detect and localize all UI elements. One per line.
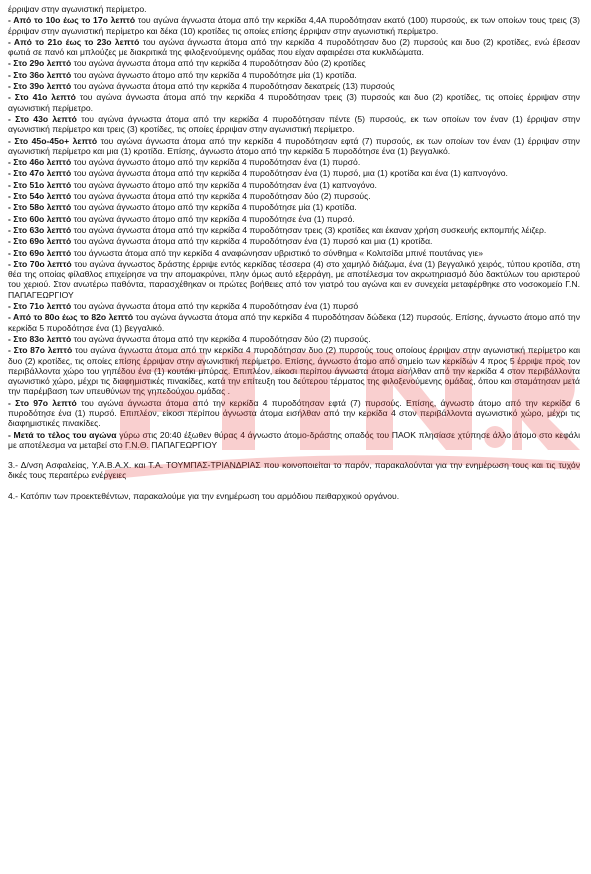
spacer <box>8 451 580 460</box>
paragraph-text: του αγώνα άγνωστα άτομα από την κερκίδα 4 πυροδότησαν δυο (2) πυρσούς τους οποίους έρριψαν στην αγωνιστική περίμετρο και δυο (2) κροτίδες, τις οποίες επίσης έρριψαν στην αγωνιστική περίμετρο. Επίσης, άγνωστο άτομο από σημείο των κερκίδων 4 προς 5 έρριψε προς τον περιβάλλοντα χώρο του γηπέδου ένα (1) κουτάκι μπύρας. Επιπλέον, είκοσι περίπου άγνωστα άτομα εισήλθαν από την κερκίδα 4 στον περιβάλλοντα αγωνιστικό χώρο, μέχρι τις διαφημιστικές πινακίδες, κατά την επίτευξη του δεύτερου τέρματος της φιλοξενούμενης ομάδας, όπου και σταμάτησαν μετά την παρέμβαση των υπευθύνων της γηπεδούχου ομάδας . <box>8 345 580 397</box>
paragraph <box>8 114 580 135</box>
paragraph-text: του αγώνα άγνωστα άτομα από την κερκίδα 4 πυροδότησαν ένα (1) πυρσό <box>71 301 359 312</box>
paragraph-lead: - Στο 51ο λεπτό <box>8 179 72 190</box>
paragraph <box>8 168 580 178</box>
paragraph <box>8 236 580 246</box>
paragraph <box>8 225 580 235</box>
paragraph-lead: - Στο 58ο λεπτό <box>8 202 72 213</box>
paragraph-text: του αγώνα άγνωστα άτομα από την κερκίδα 4 πυροδότησαν δύο (2) κροτίδες <box>71 58 366 69</box>
paragraph-lead: - Στο 87ο λεπτό <box>8 345 73 356</box>
paragraph-lead: - Στο 54ο λεπτό <box>8 191 72 202</box>
paragraph-lead: - Στο 39ο λεπτό <box>8 81 72 92</box>
paragraph <box>8 92 580 113</box>
paragraph <box>8 37 580 58</box>
paragraph-lead: - Από το 10ο έως το 17ο λεπτό <box>8 15 136 26</box>
paragraph-text: του αγώνα άγνωστα άτομα από την κερκίδα 4 πυροδότησαν εφτά (7) πυρσούς, εκ των οποίων τον έναν (1) έρριψαν στην αγωνιστική περίμετρο και μια (1) κροτίδα. Επίσης, άγνωστο άτομο από την κερκίδα 5 πυροδότησε ένα (1) βεγγαλικό. <box>8 135 580 156</box>
paragraph-text: του αγώνα άγνωστο άτομο από την κερκίδα 4 πυροδότησε μία (1) κροτίδα. <box>71 202 357 213</box>
paragraph-text: του αγώνα άγνωστα άτομα από την κερκίδα 4 πυροδότησαν πέντε (5) πυρσούς, εκ των οποίων τον έναν (1) έρριψαν στην αγωνιστική περίμετρο και τρεις (3) κροτίδες, τις οποίες έρριψαν στην αγωνιστική περίμετρο. <box>8 113 580 135</box>
paragraph-text: του αγώνα άγνωστα άτομα από την κερκίδα 4 πυροδότησαν δύο (2) πυρσούς. <box>71 191 371 202</box>
paragraph-text: 4.- Κατόπιν των προεκτεθέντων, παρακαλούμε για την ενημέρωση του αρμόδιου πειθαρχικού οργάνου. <box>8 490 400 501</box>
paragraph-text: 3.- Δ/νση Ασφαλείας, Υ.Α.Β.Α.Χ. και Τ.Α. ΤΟΥΜΠΑΣ-ΤΡΙΑΝΔΡΙΑΣ που κοινοποιείται το παρόν, παρακαλούνται για την ενημέρωση τους και τις τυχόν δικές τους περαιτέρω ενέργειες <box>8 460 580 481</box>
paragraph-text: του αγώνα άγνωστα άτομα από την κερκίδα 4 πυροδότησαν δεκατρείς (13) πυρσούς <box>71 81 395 92</box>
paragraph-text: έρριψαν στην αγωνιστική περίμετρο. <box>8 4 147 14</box>
paragraph-text: του αγώνα άγνωστα άτομα από την κερκίδα 4 πυροδότησαν ένα (1) πυρσό και μια (1) κροτίδα. <box>71 236 433 247</box>
paragraph <box>8 259 580 300</box>
paragraph <box>8 491 580 501</box>
paragraph <box>8 157 580 167</box>
paragraph <box>8 430 580 451</box>
paragraph-lead: - Στο 70ο λεπτό <box>8 258 72 269</box>
paragraph-lead: - Στο 43ο λεπτό <box>8 113 77 124</box>
paragraph-lead: - Στο 36ο λεπτό <box>8 69 72 80</box>
paragraph <box>8 345 580 396</box>
paragraph-lead: - Στο 45ο-45ο+ λεπτό <box>8 135 98 146</box>
paragraph-text: του αγώνα άγνωστος δράστης έρριψε εντός κερκίδας τέσσερα (4) στο χαμηλό διάζωμα, ένα (1) βεγγαλικό χειρός, τύπου κροτίδα, στη θέα της οποίας φίλαθλος επιχείρησε να την απομακρύνει, πλην όμως αυτό εξερράγη, με αποτέλεσμα τον ακρωτηριασμό δύο δακτύλων του αριστερού του χεριού. Στον ανωτέρω παθόντα, παρασχέθηκαν οι πρώτες βοήθειες από τον γιατρό του αγώνα και εν συνεχεία μεταφέρθηκε στο νοσοκομείο Γ.Ν. ΠΑΠΑΓΕΩΡΓΙΟΥ <box>8 258 580 300</box>
paragraph-text: του αγώνα άγνωστο άτομο από την κερκίδα 4 πυροδότησε ένα (1) πυρσό. <box>71 213 355 224</box>
paragraph <box>8 136 580 157</box>
paragraph <box>8 58 580 68</box>
paragraph-lead: - Στο 97ο λεπτό <box>8 397 77 408</box>
paragraph-text: του αγώνα άγνωστα άτομα από την κερκίδα 4 πυροδότησαν ένα (1) πυρσό, μια (1) κροτίδα και ένα (1) καπνογόνο. <box>71 168 508 179</box>
paragraph-lead: - Στο 83ο λεπτό <box>8 333 72 344</box>
paragraph-lead: - Στο 63ο λεπτό <box>8 224 72 235</box>
paragraph-lead: - Από το 80ο έως το 82ο λεπτό <box>8 312 134 323</box>
paragraph <box>8 191 580 201</box>
paragraph-text: του αγώνα άγνωστο άτομο από την κερκίδα 4 πυροδότησαν ένα (1) πυρσό. <box>71 157 361 168</box>
paragraph-lead: - Από το 21ο έως το 23ο λεπτό <box>8 36 140 47</box>
paragraph-lead: - Στο 41ο λεπτό <box>8 92 76 103</box>
paragraph-text: του αγώνα άγνωστα άτομα από την κερκίδα 4 πυροδότησαν εφτά (7) πυρσούς. Επίσης, άγνωστο άτομο από την κερκίδα 6 πυροδότησε ένα (1) πυρσό. Επιπλέον, είκοσι περίπου άγνωστα άτομα εισήλθαν από την κερκίδα 4 στον περιβάλλοντα αγωνιστικό χώρο, μέχρι τις διαφημιστικές πινακίδες. <box>8 397 580 429</box>
paragraph <box>8 301 580 311</box>
paragraph <box>8 312 580 333</box>
paragraph-lead: - Στο 46ο λεπτό <box>8 157 72 168</box>
paragraph-text: του αγώνα άγνωστα άτομα από την κερκίδα 4 πυροδότησαν τρεις (3) πυρσούς και δυο (2) κροτίδες, τις οποίες έρριψαν στην αγωνιστική περίμετρο. <box>8 92 580 113</box>
paragraph-text: του αγώνα άγνωστα άτομα από την κερκίδα 4,4Α πυροδότησαν εκατό (100) πυρσούς, εκ των οποίων τους τρεις (3) έρριψαν στην αγωνιστική περίμετρο και δέκα (10) κροτίδες τις οποίες επίσης έρριψαν στην αγωνιστική περίμετρο. <box>8 15 580 36</box>
paragraph <box>8 202 580 212</box>
paragraph-text: γύρω στις 20:40 έξωθεν θύρας 4 άγνωστο άτομο-δράστης οπαδός του ΠΑΟΚ πλησίασε χτύπησε άλλο άτομο στο κεφάλι με αποτέλεσμα να μεταβεί στο Γ.Ν.Θ. ΠΑΠΑΓΕΩΡΓΙΟΥ <box>8 429 580 450</box>
paragraph-text: του αγώνα άγνωστα άτομα από την κερκίδα 4 πυροδότησαν τρεις (3) κροτίδες και έκαναν χρήση συσκευής εκπομπής λέιζερ. <box>71 224 547 235</box>
paragraph <box>8 70 580 80</box>
paragraph-text: του αγώνα άγνωστα άτομα από την κερκίδα 4 πυροδότησαν δυο (2) πυρσούς και δυο (2) κροτίδες, ενώ έβεσαν φωτιά σε πανό και μπλούζες με διακριτικά της φιλοξενούμενης ομάδας που είχαν αφαιρέσει στα κυκλιδώματα. <box>8 36 580 58</box>
paragraph-lead: - Στο 71ο λεπτό <box>8 301 72 312</box>
paragraph-lead: - Μετά το τέλος του αγώνα <box>8 429 117 440</box>
paragraph-text: του άγνωστα άτομα από την κερκίδα 4 αναφώνησαν υβριστικό το σύνθημα « Κολιτσίδα μπινέ πουτάνας γιε» <box>71 247 483 258</box>
paragraph-text: του αγώνα άγνωστο άτομο από την κερκίδα 4 πυροδότησαν ένα (1) καπνογόνο. <box>71 179 377 190</box>
paragraph-lead: - Στο 60ο λεπτό <box>8 213 72 224</box>
paragraph-lead: - Στο 69ο λεπτό <box>8 236 72 247</box>
document-body <box>8 4 580 502</box>
paragraph <box>8 214 580 224</box>
paragraph <box>8 15 580 36</box>
paragraph-text: του αγώνα άγνωστα άτομα από την κερκίδα 4 πυροδότησαν δύο (2) πυρσούς. <box>71 333 371 344</box>
paragraph <box>8 398 580 429</box>
paragraph-text: του αγώνα άγνωστο άτομο από την κερκίδα 4 πυροδότησε μία (1) κροτίδα. <box>71 69 357 80</box>
paragraph <box>8 334 580 344</box>
spacer <box>8 482 580 491</box>
paragraph-text: του αγώνα άγνωστα άτομα από την κερκίδα 4 πυροδότησαν δώδεκα (12) πυρσούς. Επίσης, άγνωστο άτομο από την κερκίδα 5 πυροδότησε ένα (1) βεγγαλικό. <box>8 312 580 333</box>
paragraph <box>8 4 580 14</box>
paragraph-lead: - Στο 69ο λεπτό <box>8 247 72 258</box>
paragraph-lead: - Στο 29ο λεπτό <box>8 58 72 69</box>
paragraph <box>8 180 580 190</box>
paragraph-lead: - Στο 47ο λεπτό <box>8 168 72 179</box>
paragraph <box>8 248 580 258</box>
paragraph <box>8 81 580 91</box>
paragraph <box>8 460 580 481</box>
